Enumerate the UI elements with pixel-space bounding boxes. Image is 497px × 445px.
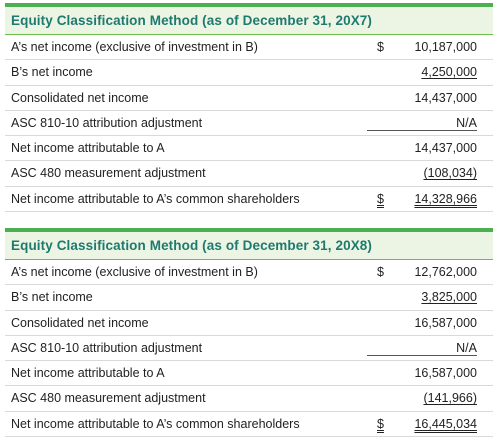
row-value: 16,587,000: [414, 315, 477, 330]
table-row: [5, 336, 493, 361]
row-label: B’s net income: [11, 290, 93, 305]
row-value: 14,437,000: [414, 141, 477, 156]
currency-symbol: $: [377, 265, 384, 279]
table-row: [5, 60, 493, 85]
table-row: [5, 86, 493, 111]
row-label: Net income attributable to A’s common shareholders: [11, 416, 300, 431]
row-value: N/A: [456, 340, 477, 355]
row-value: 12,762,000: [414, 265, 477, 279]
row-label: Net income attributable to A’s common shareholders: [11, 191, 300, 206]
row-label: ASC 480 measurement adjustment: [11, 391, 206, 406]
table-row: [5, 35, 493, 60]
row-label: A’s net income (exclusive of investment in B): [11, 265, 258, 279]
table-row: [5, 260, 493, 285]
table-row: [5, 161, 493, 186]
table-row: [5, 311, 493, 336]
table-20x7: [5, 3, 493, 212]
row-value: 14,328,966: [414, 191, 477, 206]
table-header: [5, 232, 493, 260]
table-20x8: [5, 228, 493, 437]
row-value: (108,034): [423, 166, 477, 181]
row-value: N/A: [456, 115, 477, 130]
table-row: [5, 285, 493, 310]
row-label: B’s net income: [11, 65, 93, 80]
subtotal-rule: [367, 355, 477, 356]
table-row: [5, 386, 493, 411]
table-row: [5, 111, 493, 136]
currency-symbol: $: [377, 191, 384, 206]
table-title: Equity Classification Method (as of December 31, 20X8): [11, 238, 373, 253]
subtotal-rule: [367, 130, 477, 131]
row-label: ASC 810-10 attribution adjustment: [11, 115, 203, 130]
row-label: ASC 480 measurement adjustment: [11, 166, 206, 181]
row-value: (141,966): [423, 391, 477, 406]
row-value: 14,437,000: [414, 90, 477, 105]
row-label: A’s net income (exclusive of investment in B): [11, 40, 258, 54]
table-row: [5, 136, 493, 161]
currency-symbol: $: [377, 416, 384, 431]
row-label: Consolidated net income: [11, 90, 149, 105]
row-value: 4,250,000: [421, 65, 477, 80]
row-label: Net income attributable to A: [11, 141, 165, 156]
table-row: [5, 412, 493, 437]
row-value: 10,187,000: [414, 40, 477, 54]
table-title: Equity Classification Method (as of December 31, 20X7): [11, 13, 373, 28]
table-header: [5, 7, 493, 35]
row-label: Consolidated net income: [11, 315, 149, 330]
row-value: 16,445,034: [414, 416, 477, 431]
row-label: Net income attributable to A: [11, 366, 165, 381]
row-label: ASC 810-10 attribution adjustment: [11, 340, 203, 355]
table-row: [5, 187, 493, 212]
row-value: 16,587,000: [414, 366, 477, 381]
row-value: 3,825,000: [421, 290, 477, 305]
table-row: [5, 361, 493, 386]
currency-symbol: $: [377, 40, 384, 54]
